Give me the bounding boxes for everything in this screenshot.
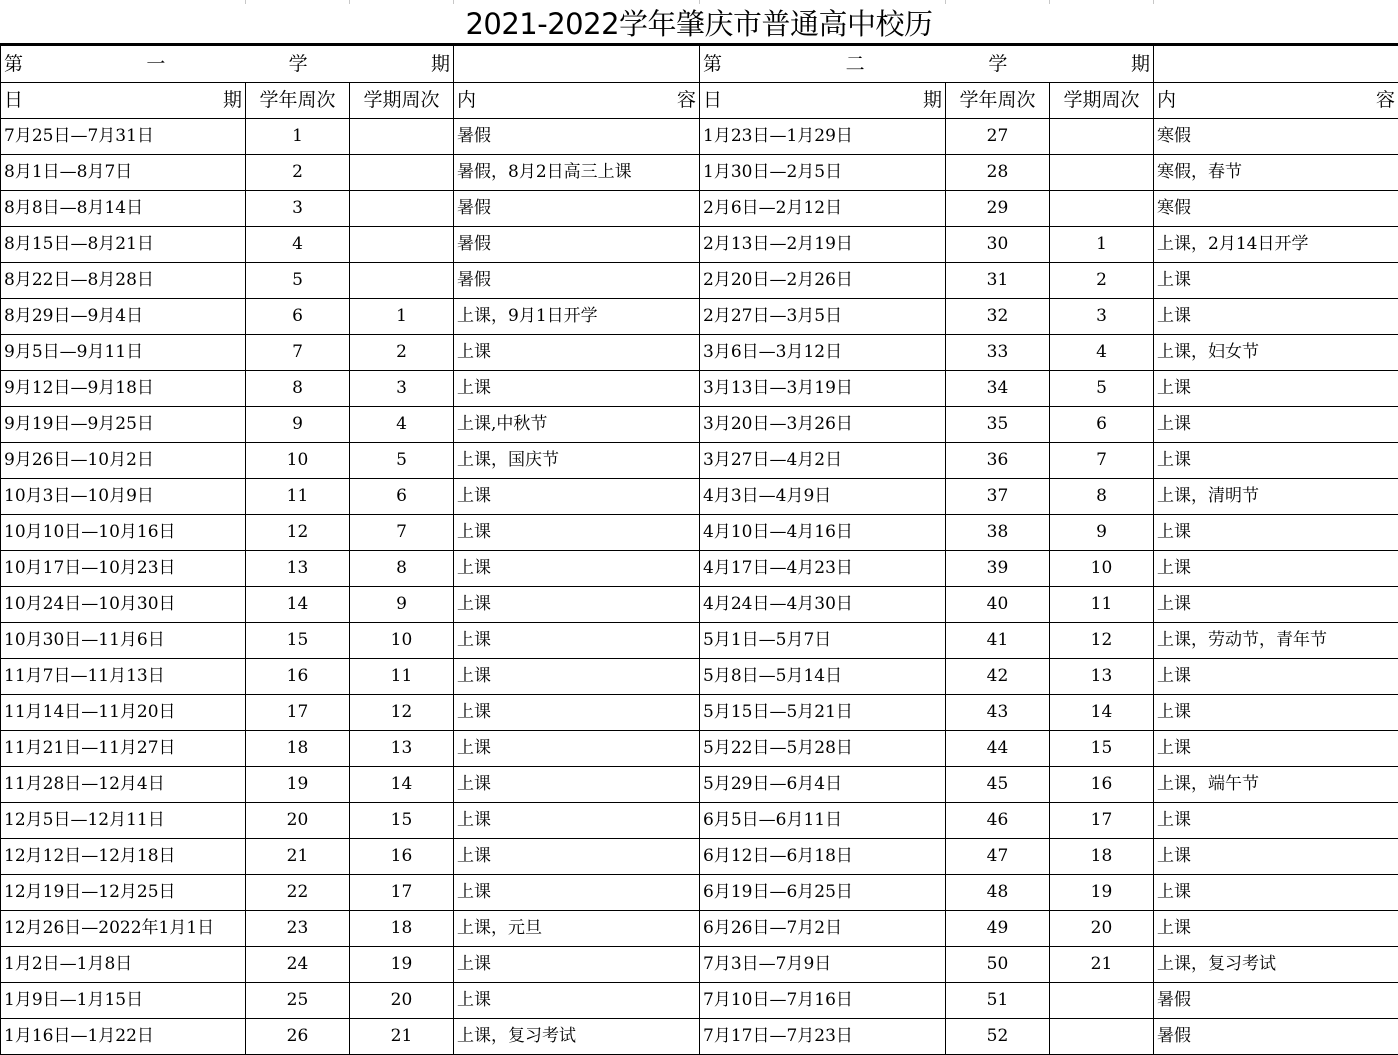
content-cell: 上课 xyxy=(454,479,700,515)
term-week-cell: 9 xyxy=(1050,515,1154,551)
term-week-cell: 20 xyxy=(1050,911,1154,947)
content-cell: 上课 xyxy=(454,659,700,695)
date-cell: 6月19日—6月25日 xyxy=(700,875,946,911)
content-cell: 上课，复习考试 xyxy=(454,1019,700,1055)
date-cell: 7月3日—7月9日 xyxy=(700,947,946,983)
term-week-cell: 15 xyxy=(350,803,454,839)
year-week-cell: 17 xyxy=(246,695,350,731)
date-cell: 9月12日—9月18日 xyxy=(1,371,246,407)
term-week-cell: 6 xyxy=(350,479,454,515)
table-row xyxy=(1,695,1398,731)
year-week-cell: 2 xyxy=(246,155,350,191)
year-week-cell: 9 xyxy=(246,407,350,443)
date-cell: 5月22日—5月28日 xyxy=(700,731,946,767)
date-cell: 11月7日—11月13日 xyxy=(1,659,246,695)
year-week-cell: 37 xyxy=(946,479,1050,515)
content-cell: 上课 xyxy=(454,623,700,659)
semester-header-row xyxy=(1,46,1398,83)
date-cell: 10月30日—11月6日 xyxy=(1,623,246,659)
table-row xyxy=(1,839,1398,875)
year-week-cell: 4 xyxy=(246,227,350,263)
content-cell: 上课 xyxy=(1154,875,1398,911)
year-week-cell: 8 xyxy=(246,371,350,407)
content-cell: 上课 xyxy=(454,767,700,803)
content-cell: 上课 xyxy=(1154,263,1398,299)
year-week-cell: 44 xyxy=(946,731,1050,767)
col-header-term-week-1: 学期周次 xyxy=(350,83,454,119)
year-week-cell: 24 xyxy=(246,947,350,983)
content-cell: 暑假 xyxy=(454,227,700,263)
date-cell: 9月5日—9月11日 xyxy=(1,335,246,371)
date-cell: 6月12日—6月18日 xyxy=(700,839,946,875)
date-cell: 9月19日—9月25日 xyxy=(1,407,246,443)
term-week-cell: 11 xyxy=(350,659,454,695)
year-week-cell: 26 xyxy=(246,1019,350,1055)
content-cell: 上课 xyxy=(1154,371,1398,407)
year-week-cell: 50 xyxy=(946,947,1050,983)
date-cell: 10月24日—10月30日 xyxy=(1,587,246,623)
table-row xyxy=(1,119,1398,155)
content-cell: 上课，9月1日开学 xyxy=(454,299,700,335)
content-cell: 上课 xyxy=(454,587,700,623)
year-week-cell: 23 xyxy=(246,911,350,947)
table-row xyxy=(1,515,1398,551)
term-week-cell: 12 xyxy=(1050,623,1154,659)
term-week-cell: 1 xyxy=(1050,227,1154,263)
date-cell: 2月13日—2月19日 xyxy=(700,227,946,263)
semester1-header-blank xyxy=(454,46,700,83)
date-cell: 4月17日—4月23日 xyxy=(700,551,946,587)
term-week-cell xyxy=(350,263,454,299)
term-week-cell xyxy=(350,119,454,155)
content-cell: 上课 xyxy=(1154,407,1398,443)
term-week-cell xyxy=(1050,191,1154,227)
content-cell: 上课，2月14日开学 xyxy=(1154,227,1398,263)
term-week-cell xyxy=(1050,1019,1154,1055)
year-week-cell: 3 xyxy=(246,191,350,227)
content-cell: 上课 xyxy=(454,947,700,983)
content-cell: 暑假 xyxy=(1154,983,1398,1019)
year-week-cell: 47 xyxy=(946,839,1050,875)
date-cell: 10月17日—10月23日 xyxy=(1,551,246,587)
term-week-cell: 7 xyxy=(350,515,454,551)
content-cell: 暑假 xyxy=(454,263,700,299)
content-cell: 暑假 xyxy=(1154,1019,1398,1055)
year-week-cell: 51 xyxy=(946,983,1050,1019)
year-week-cell: 13 xyxy=(246,551,350,587)
term-week-cell: 18 xyxy=(1050,839,1154,875)
date-cell: 2月20日—2月26日 xyxy=(700,263,946,299)
date-cell: 3月27日—4月2日 xyxy=(700,443,946,479)
term-week-cell: 13 xyxy=(1050,659,1154,695)
content-cell: 上课 xyxy=(454,875,700,911)
content-cell: 上课 xyxy=(1154,443,1398,479)
term-week-cell: 14 xyxy=(350,767,454,803)
table-row xyxy=(1,263,1398,299)
content-cell: 上课 xyxy=(1154,515,1398,551)
year-week-cell: 22 xyxy=(246,875,350,911)
date-cell: 5月29日—6月4日 xyxy=(700,767,946,803)
content-cell: 上课 xyxy=(1154,803,1398,839)
date-cell: 1月9日—1月15日 xyxy=(1,983,246,1019)
table-row xyxy=(1,947,1398,983)
year-week-cell: 10 xyxy=(246,443,350,479)
term-week-cell: 15 xyxy=(1050,731,1154,767)
content-cell: 寒假 xyxy=(1154,191,1398,227)
date-cell: 2月6日—2月12日 xyxy=(700,191,946,227)
content-cell: 上课，复习考试 xyxy=(1154,947,1398,983)
term-week-cell: 7 xyxy=(1050,443,1154,479)
term-week-cell: 18 xyxy=(350,911,454,947)
date-cell: 1月23日—1月29日 xyxy=(700,119,946,155)
year-week-cell: 28 xyxy=(946,155,1050,191)
term-week-cell xyxy=(350,191,454,227)
date-cell: 9月26日—10月2日 xyxy=(1,443,246,479)
term-week-cell xyxy=(1050,119,1154,155)
table-row xyxy=(1,371,1398,407)
date-cell: 6月5日—6月11日 xyxy=(700,803,946,839)
col-header-date-1: 日 期 xyxy=(1,83,246,119)
year-week-cell: 14 xyxy=(246,587,350,623)
term-week-cell xyxy=(350,227,454,263)
school-calendar-table xyxy=(0,45,1398,1055)
table-row xyxy=(1,659,1398,695)
content-cell: 上课 xyxy=(454,371,700,407)
year-week-cell: 29 xyxy=(946,191,1050,227)
content-cell: 上课 xyxy=(454,803,700,839)
term-week-cell: 4 xyxy=(1050,335,1154,371)
date-cell: 8月15日—8月21日 xyxy=(1,227,246,263)
term-week-cell: 21 xyxy=(1050,947,1154,983)
term-week-cell: 16 xyxy=(1050,767,1154,803)
date-cell: 11月21日—11月27日 xyxy=(1,731,246,767)
table-row xyxy=(1,803,1398,839)
date-cell: 10月3日—10月9日 xyxy=(1,479,246,515)
date-cell: 12月19日—12月25日 xyxy=(1,875,246,911)
date-cell: 10月10日—10月16日 xyxy=(1,515,246,551)
year-week-cell: 25 xyxy=(246,983,350,1019)
term-week-cell: 17 xyxy=(350,875,454,911)
content-cell: 上课 xyxy=(454,695,700,731)
year-week-cell: 15 xyxy=(246,623,350,659)
date-cell: 5月15日—5月21日 xyxy=(700,695,946,731)
year-week-cell: 27 xyxy=(946,119,1050,155)
table-row xyxy=(1,767,1398,803)
term-week-cell: 12 xyxy=(350,695,454,731)
table-row xyxy=(1,335,1398,371)
content-cell: 上课,中秋节 xyxy=(454,407,700,443)
table-row xyxy=(1,911,1398,947)
date-cell: 3月20日—3月26日 xyxy=(700,407,946,443)
term-week-cell: 4 xyxy=(350,407,454,443)
term-week-cell: 19 xyxy=(1050,875,1154,911)
term-week-cell xyxy=(1050,983,1154,1019)
date-cell: 5月8日—5月14日 xyxy=(700,659,946,695)
year-week-cell: 48 xyxy=(946,875,1050,911)
term-week-cell: 16 xyxy=(350,839,454,875)
year-week-cell: 39 xyxy=(946,551,1050,587)
table-row xyxy=(1,479,1398,515)
date-cell: 7月17日—7月23日 xyxy=(700,1019,946,1055)
year-week-cell: 7 xyxy=(246,335,350,371)
year-week-cell: 12 xyxy=(246,515,350,551)
date-cell: 11月14日—11月20日 xyxy=(1,695,246,731)
content-cell: 上课，清明节 xyxy=(1154,479,1398,515)
date-cell: 2月27日—3月5日 xyxy=(700,299,946,335)
table-row xyxy=(1,587,1398,623)
col-header-date-2: 日 期 xyxy=(700,83,946,119)
term-week-cell: 19 xyxy=(350,947,454,983)
content-cell: 上课 xyxy=(454,551,700,587)
content-cell: 上课 xyxy=(1154,911,1398,947)
year-week-cell: 1 xyxy=(246,119,350,155)
date-cell: 11月28日—12月4日 xyxy=(1,767,246,803)
content-cell: 上课 xyxy=(454,731,700,767)
date-cell: 7月25日—7月31日 xyxy=(1,119,246,155)
content-cell: 暑假 xyxy=(454,119,700,155)
term-week-cell: 5 xyxy=(350,443,454,479)
content-cell: 上课 xyxy=(454,839,700,875)
year-week-cell: 34 xyxy=(946,371,1050,407)
term-week-cell: 3 xyxy=(1050,299,1154,335)
term-week-cell: 14 xyxy=(1050,695,1154,731)
year-week-cell: 43 xyxy=(946,695,1050,731)
year-week-cell: 35 xyxy=(946,407,1050,443)
date-cell: 6月26日—7月2日 xyxy=(700,911,946,947)
semester2-header-blank xyxy=(1154,46,1398,83)
term-week-cell: 10 xyxy=(1050,551,1154,587)
term-week-cell: 2 xyxy=(1050,263,1154,299)
semester1-header: 第 一 学 期 xyxy=(1,46,454,83)
table-row xyxy=(1,227,1398,263)
year-week-cell: 19 xyxy=(246,767,350,803)
year-week-cell: 40 xyxy=(946,587,1050,623)
table-row xyxy=(1,191,1398,227)
table-row xyxy=(1,1019,1398,1055)
content-cell: 上课 xyxy=(1154,731,1398,767)
term-week-cell: 11 xyxy=(1050,587,1154,623)
date-cell: 1月2日—1月8日 xyxy=(1,947,246,983)
date-cell: 12月12日—12月18日 xyxy=(1,839,246,875)
date-cell: 1月30日—2月5日 xyxy=(700,155,946,191)
year-week-cell: 42 xyxy=(946,659,1050,695)
content-cell: 上课 xyxy=(454,515,700,551)
page-title: 2021-2022学年肇庆市普通高中校历 xyxy=(0,4,1398,45)
year-week-cell: 21 xyxy=(246,839,350,875)
term-week-cell xyxy=(350,155,454,191)
content-cell: 寒假 xyxy=(1154,119,1398,155)
year-week-cell: 33 xyxy=(946,335,1050,371)
term-week-cell: 8 xyxy=(350,551,454,587)
date-cell: 1月16日—1月22日 xyxy=(1,1019,246,1055)
content-cell: 上课 xyxy=(454,983,700,1019)
term-week-cell: 5 xyxy=(1050,371,1154,407)
content-cell: 暑假，8月2日高三上课 xyxy=(454,155,700,191)
term-week-cell: 10 xyxy=(350,623,454,659)
content-cell: 上课 xyxy=(454,335,700,371)
date-cell: 4月3日—4月9日 xyxy=(700,479,946,515)
col-header-content-2: 内 容 xyxy=(1154,83,1398,119)
date-cell: 3月6日—3月12日 xyxy=(700,335,946,371)
term-week-cell: 2 xyxy=(350,335,454,371)
year-week-cell: 36 xyxy=(946,443,1050,479)
content-cell: 上课 xyxy=(1154,695,1398,731)
year-week-cell: 18 xyxy=(246,731,350,767)
table-row xyxy=(1,407,1398,443)
content-cell: 上课，妇女节 xyxy=(1154,335,1398,371)
term-week-cell: 21 xyxy=(350,1019,454,1055)
table-row xyxy=(1,731,1398,767)
table-row xyxy=(1,551,1398,587)
content-cell: 上课 xyxy=(1154,839,1398,875)
year-week-cell: 31 xyxy=(946,263,1050,299)
term-week-cell xyxy=(1050,155,1154,191)
year-week-cell: 6 xyxy=(246,299,350,335)
content-cell: 上课，劳动节，青年节 xyxy=(1154,623,1398,659)
col-header-year-week-2: 学年周次 xyxy=(946,83,1050,119)
content-cell: 上课，端午节 xyxy=(1154,767,1398,803)
content-cell: 寒假，春节 xyxy=(1154,155,1398,191)
col-header-content-1: 内 容 xyxy=(454,83,700,119)
col-header-term-week-2: 学期周次 xyxy=(1050,83,1154,119)
semester2-header: 第 二 学 期 xyxy=(700,46,1154,83)
term-week-cell: 6 xyxy=(1050,407,1154,443)
table-row xyxy=(1,299,1398,335)
year-week-cell: 30 xyxy=(946,227,1050,263)
year-week-cell: 38 xyxy=(946,515,1050,551)
year-week-cell: 49 xyxy=(946,911,1050,947)
year-week-cell: 11 xyxy=(246,479,350,515)
year-week-cell: 45 xyxy=(946,767,1050,803)
content-cell: 上课 xyxy=(1154,299,1398,335)
content-cell: 上课 xyxy=(1154,551,1398,587)
term-week-cell: 9 xyxy=(350,587,454,623)
year-week-cell: 20 xyxy=(246,803,350,839)
table-row xyxy=(1,155,1398,191)
content-cell: 上课 xyxy=(1154,659,1398,695)
column-header-row xyxy=(1,83,1398,119)
date-cell: 8月29日—9月4日 xyxy=(1,299,246,335)
term-week-cell: 3 xyxy=(350,371,454,407)
table-row xyxy=(1,875,1398,911)
col-header-year-week-1: 学年周次 xyxy=(246,83,350,119)
content-cell: 上课 xyxy=(1154,587,1398,623)
term-week-cell: 17 xyxy=(1050,803,1154,839)
date-cell: 7月10日—7月16日 xyxy=(700,983,946,1019)
year-week-cell: 32 xyxy=(946,299,1050,335)
content-cell: 上课，国庆节 xyxy=(454,443,700,479)
term-week-cell: 8 xyxy=(1050,479,1154,515)
date-cell: 12月5日—12月11日 xyxy=(1,803,246,839)
year-week-cell: 46 xyxy=(946,803,1050,839)
date-cell: 12月26日—2022年1月1日 xyxy=(1,911,246,947)
date-cell: 8月8日—8月14日 xyxy=(1,191,246,227)
date-cell: 8月1日—8月7日 xyxy=(1,155,246,191)
date-cell: 3月13日—3月19日 xyxy=(700,371,946,407)
table-row xyxy=(1,983,1398,1019)
date-cell: 4月10日—4月16日 xyxy=(700,515,946,551)
year-week-cell: 41 xyxy=(946,623,1050,659)
term-week-cell: 1 xyxy=(350,299,454,335)
content-cell: 上课，元旦 xyxy=(454,911,700,947)
year-week-cell: 52 xyxy=(946,1019,1050,1055)
content-cell: 暑假 xyxy=(454,191,700,227)
year-week-cell: 5 xyxy=(246,263,350,299)
table-row xyxy=(1,443,1398,479)
date-cell: 5月1日—5月7日 xyxy=(700,623,946,659)
date-cell: 8月22日—8月28日 xyxy=(1,263,246,299)
table-row xyxy=(1,623,1398,659)
term-week-cell: 13 xyxy=(350,731,454,767)
year-week-cell: 16 xyxy=(246,659,350,695)
term-week-cell: 20 xyxy=(350,983,454,1019)
date-cell: 4月24日—4月30日 xyxy=(700,587,946,623)
